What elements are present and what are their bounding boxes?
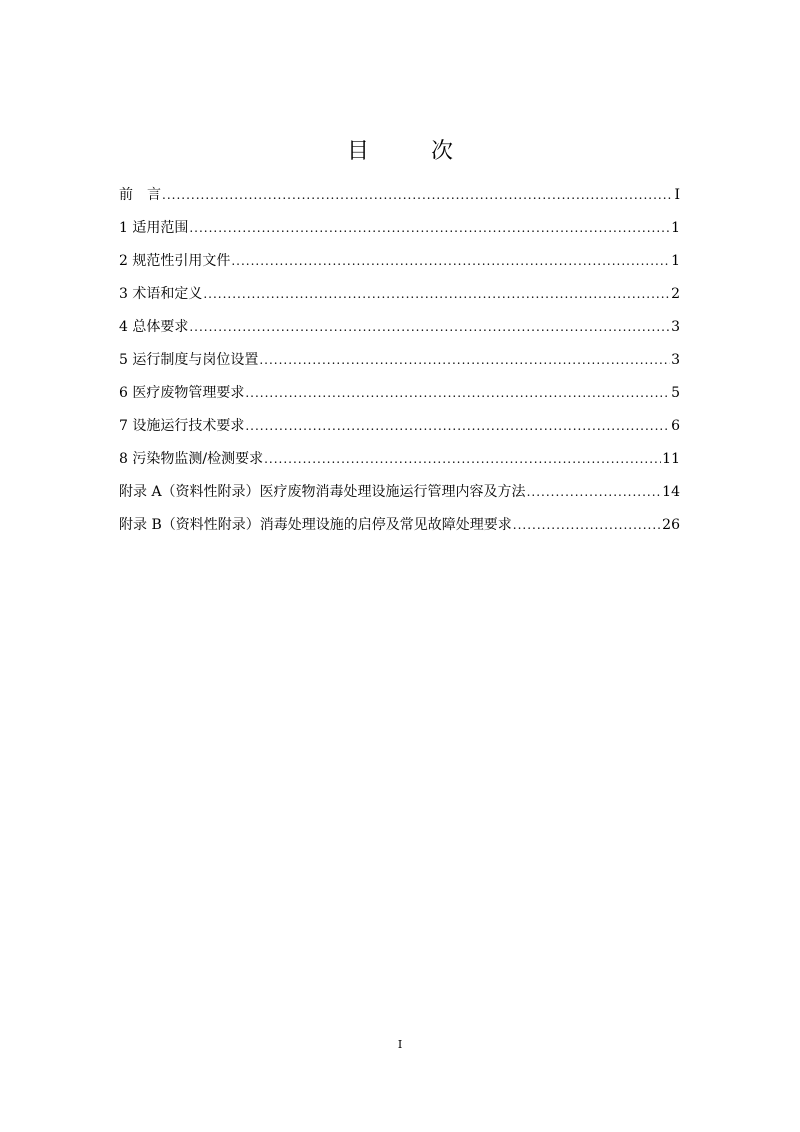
toc-entry-label: 2 规范性引用文件 <box>119 253 231 269</box>
toc-entry-terms-definitions[interactable] <box>119 281 680 314</box>
toc-entry-page: 26 <box>662 517 680 533</box>
toc-entry-page: 3 <box>671 319 680 335</box>
toc-entry-preface[interactable] <box>119 182 680 215</box>
toc-entry-appendix-b[interactable] <box>119 512 680 545</box>
toc-entry-label: 附录 A（资料性附录）医疗废物消毒处理设施运行管理内容及方法 <box>119 484 526 500</box>
toc-entry-scope[interactable] <box>119 215 680 248</box>
toc-entry-page: 1 <box>671 220 680 236</box>
toc-leader-dots <box>203 281 670 307</box>
toc-leader-dots <box>259 347 670 373</box>
toc-leader-dots <box>245 380 670 406</box>
toc-entry-label: 1 适用范围 <box>119 220 189 236</box>
toc-leader-dots <box>245 413 670 439</box>
toc-entry-page: 11 <box>662 451 680 467</box>
toc-entry-pollutant-monitoring[interactable] <box>119 446 680 479</box>
toc-entry-label: 8 污染物监测/检测要求 <box>119 451 264 467</box>
toc-entry-general-requirements[interactable] <box>119 314 680 347</box>
toc-entry-label: 前 言 <box>119 187 161 203</box>
table-of-contents <box>119 182 680 545</box>
toc-entry-label: 4 总体要求 <box>119 319 189 335</box>
toc-entry-page: 14 <box>662 484 680 500</box>
toc-leader-dots <box>189 314 670 340</box>
toc-entry-page: 5 <box>671 385 680 401</box>
toc-leader-dots <box>264 446 661 472</box>
toc-entry-label: 附录 B（资料性附录）消毒处理设施的启停及常见故障处理要求 <box>119 517 512 533</box>
toc-leader-dots <box>513 512 661 538</box>
toc-entry-page: 2 <box>671 286 680 302</box>
toc-entry-label: 5 运行制度与岗位设置 <box>119 352 259 368</box>
toc-entry-label: 7 设施运行技术要求 <box>119 418 245 434</box>
toc-entry-appendix-a[interactable] <box>119 479 680 512</box>
toc-leader-dots <box>527 479 662 505</box>
page-title: 目 次 <box>346 139 473 164</box>
toc-entry-page: I <box>674 187 680 203</box>
toc-entry-waste-management[interactable] <box>119 380 680 413</box>
toc-entry-normative-references[interactable] <box>119 248 680 281</box>
toc-entry-page: 1 <box>671 253 680 269</box>
toc-entry-operation-system[interactable] <box>119 347 680 380</box>
toc-entry-facility-technical[interactable] <box>119 413 680 446</box>
toc-leader-dots <box>189 215 670 241</box>
toc-entry-label: 3 术语和定义 <box>119 286 203 302</box>
toc-entry-page: 6 <box>671 418 680 434</box>
toc-entry-label: 6 医疗废物管理要求 <box>119 385 245 401</box>
toc-entry-page: 3 <box>671 352 680 368</box>
toc-leader-dots <box>231 248 670 274</box>
toc-leader-dots <box>162 182 673 208</box>
page-number: I <box>397 1038 403 1051</box>
